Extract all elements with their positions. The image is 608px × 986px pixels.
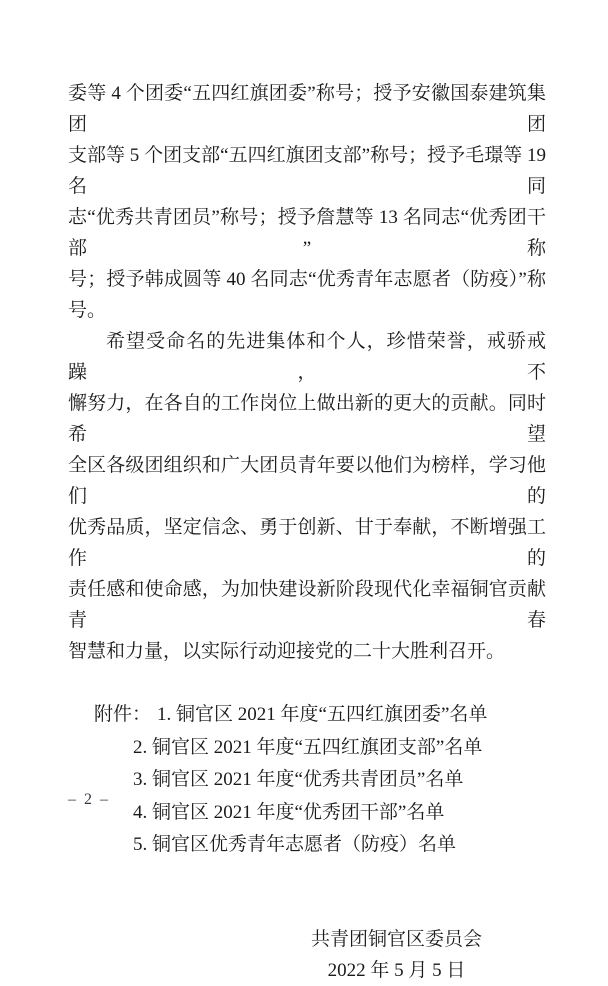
body-line: 支部等 5 个团支部“五四红旗团支部”称号；授予毛璟等 19 名同 bbox=[68, 145, 546, 197]
body-line: 优秀品质，坚定信念、勇于创新、甘于奉献，不断增强工作的 bbox=[68, 517, 546, 569]
signature-date: 2022 年 5 月 5 日 bbox=[327, 959, 466, 981]
body-line: 委等 4 个团委“五四红旗团委”称号；授予安徽国泰建筑集团团 bbox=[68, 83, 546, 135]
attachment-item: 3. 铜官区 2021 年度“优秀共青团员”名单 bbox=[133, 769, 464, 790]
attachment-item: 5. 铜官区优秀青年志愿者（防疫）名单 bbox=[133, 834, 457, 855]
body-line: 号；授予韩成圆等 40 名同志“优秀青年志愿者（防疫）”称号。 bbox=[68, 269, 546, 321]
body-line: 希望受命名的先进集体和个人，珍惜荣誉，戒骄戒躁，不 bbox=[68, 331, 546, 383]
body-line: 懈努力，在各自的工作岗位上做出新的更大的贡献。同时希望 bbox=[68, 393, 546, 445]
attachment-list bbox=[68, 699, 546, 862]
attachment-item: 2. 铜官区 2021 年度“五四红旗团支部”名单 bbox=[133, 736, 483, 758]
paragraph-1 bbox=[68, 78, 546, 326]
signature-organization: 共青团铜官区委员会 bbox=[310, 928, 482, 950]
attachment-item-text: 1. 铜官区 2021 年度“五四红旗团委”名单 bbox=[157, 704, 488, 725]
body-line: 全区各级团组织和广大团员青年要以他们为榜样，学习他们的 bbox=[68, 455, 546, 507]
attachment-label: 附件： bbox=[94, 704, 152, 725]
body-line: 责任感和使命感，为加快建设新阶段现代化幸福铜官贡献青春 bbox=[68, 579, 546, 631]
attachment-item bbox=[68, 699, 546, 732]
attachment-item: 4. 铜官区 2021 年度“优秀团干部”名单 bbox=[133, 801, 445, 823]
signature-block bbox=[311, 924, 482, 986]
body-line: 智慧和力量，以实际行动迎接党的二十大胜利召开。 bbox=[68, 641, 506, 662]
document-body bbox=[68, 78, 546, 986]
page-number: – 2 – bbox=[68, 791, 110, 808]
body-line: 志“优秀共青团员”称号；授予詹慧等 13 名同志“优秀团干部”称 bbox=[68, 207, 546, 259]
paragraph-2 bbox=[68, 326, 546, 667]
